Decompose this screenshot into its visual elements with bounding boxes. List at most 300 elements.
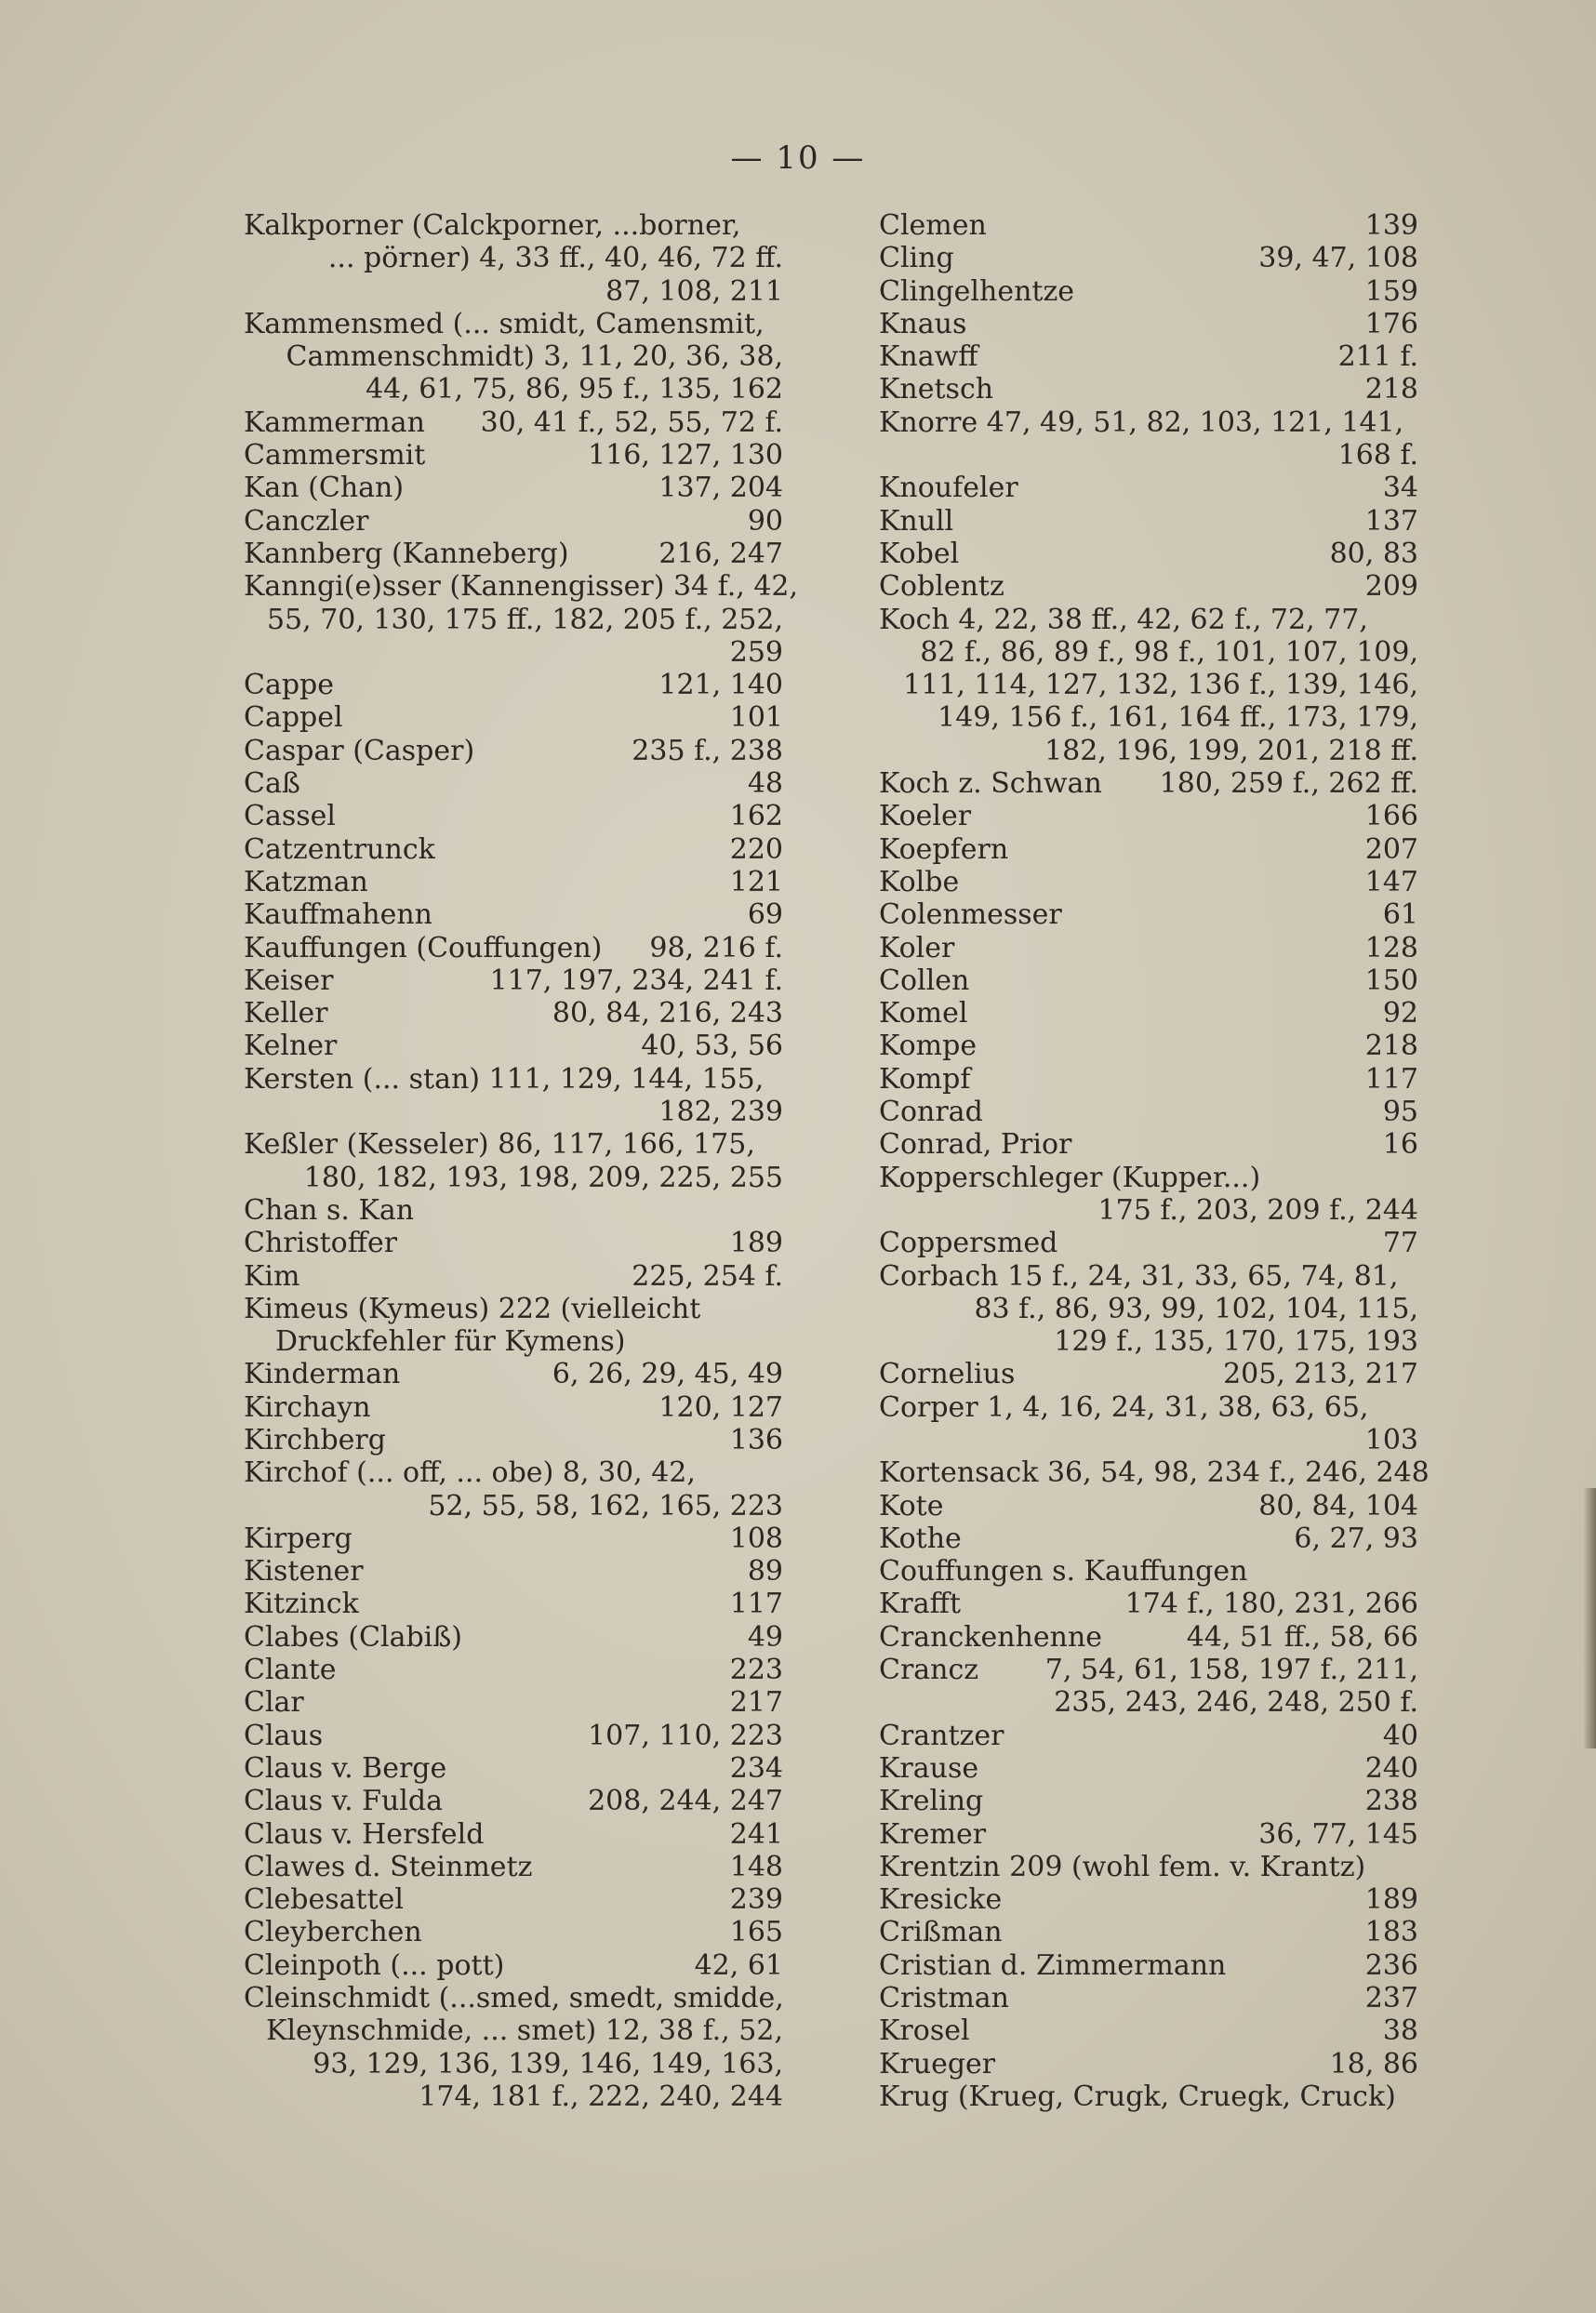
index-term: Claus v. Hersfeld (244, 1817, 485, 1851)
index-page-refs: 98, 216 f. (649, 931, 783, 964)
index-page-refs: 80, 84, 104 (1258, 1489, 1418, 1522)
index-page-refs: 38 (1382, 2014, 1418, 2048)
index-entry-line (879, 1456, 1430, 1490)
index-entry-line (879, 1391, 1418, 1424)
index-term: Krueger (879, 2047, 996, 2080)
index-term: Kresicke (879, 1883, 1003, 1917)
index-page-refs: 7, 54, 61, 158, 197 f., 211, (1044, 1654, 1418, 1687)
index-entry (879, 1785, 1418, 1817)
index-entry (244, 833, 783, 866)
index-term: Kistener (244, 1555, 364, 1589)
index-entry-line (244, 701, 783, 734)
page-number: — 10 — (730, 140, 866, 177)
index-term: Conrad, Prior (879, 1128, 1072, 1162)
index-entry-line (244, 866, 783, 898)
index-entry-continuation (244, 1162, 783, 1194)
index-entry-line (879, 406, 1418, 439)
index-entry (879, 833, 1418, 866)
index-page-refs: 6, 26, 29, 45, 49 (552, 1358, 783, 1391)
index-entry-line (879, 1851, 1418, 1883)
index-entry (244, 669, 783, 701)
index-term: Knoufeler (879, 472, 1018, 505)
index-term: Kompe (879, 1030, 978, 1063)
index-term: Clawes d. Steinmetz (244, 1850, 533, 1883)
index-entry-line (879, 1030, 1418, 1062)
index-entry (244, 1522, 783, 1555)
index-page-refs: 77 (1382, 1227, 1418, 1260)
index-entry (879, 1720, 1418, 1752)
index-entry-line (879, 866, 1418, 898)
index-entry-line (879, 1128, 1418, 1161)
index-entry (879, 1456, 1430, 1490)
index-term: Keller (244, 997, 328, 1030)
index-entry-line (879, 275, 1418, 308)
index-entry (879, 1522, 1418, 1555)
index-term: Claus (244, 1719, 324, 1752)
index-entry (244, 1424, 783, 1456)
index-entry-continuation (879, 439, 1418, 472)
index-term: Kortensack 36, 54, 98, 234 f., 246, 248 (879, 1456, 1430, 1490)
index-term: Kimeus (Kymeus) 222 (vielleicht (244, 1292, 701, 1325)
index-term: Cappe (244, 669, 335, 702)
index-entry (879, 604, 1418, 767)
index-entry (879, 1490, 1418, 1522)
index-entry (879, 340, 1418, 373)
index-page-refs: 189 (729, 1227, 783, 1260)
index-term: Krug (Krueg, Crugk, Cruegk, Cruck) (879, 2080, 1396, 2113)
index-entry-line (244, 1030, 783, 1062)
index-page-refs: 208, 244, 247 (588, 1785, 783, 1818)
index-term: Komel (879, 997, 968, 1030)
index-entry-line (879, 1621, 1418, 1654)
index-page-refs: 235, 243, 246, 248, 250 f. (1054, 1686, 1418, 1720)
index-page-refs: 18, 86 (1329, 2047, 1418, 2080)
index-term: Kauffmahenn (244, 898, 432, 932)
index-page-refs: 149, 156 f., 161, 164 ff., 173, 179, (938, 701, 1418, 735)
index-page-refs: 36, 77, 145 (1258, 1817, 1418, 1851)
index-term: Kim (244, 1259, 300, 1293)
index-term: Kirchayn (244, 1390, 371, 1424)
index-entry (879, 1654, 1418, 1720)
index-entry-line (244, 1293, 783, 1325)
index-page-refs: 40, 53, 56 (641, 1030, 783, 1063)
index-page-refs: 44, 61, 75, 86, 95 f., 135, 162 (366, 373, 783, 406)
index-term: Kersten (... stan) 111, 129, 144, 155, (244, 1062, 765, 1096)
index-entry-line (879, 505, 1418, 538)
index-entry (879, 538, 1418, 570)
index-entry-line (244, 1260, 783, 1293)
index-entry (879, 1096, 1418, 1128)
index-entry-line (879, 209, 1418, 242)
index-entry-line (244, 1588, 783, 1620)
index-page-refs: 182, 196, 199, 201, 218 ff. (1044, 734, 1418, 767)
index-entry-line (879, 570, 1418, 603)
index-page-refs: 205, 213, 217 (1223, 1358, 1418, 1391)
index-page-refs: 16 (1382, 1128, 1418, 1162)
index-entry-line (879, 242, 1418, 274)
index-entry (244, 209, 783, 308)
index-entry-line (879, 997, 1418, 1030)
index-entry-line (879, 1063, 1418, 1096)
index-entry-continuation (879, 636, 1418, 669)
index-term: Kalkporner (Calckporner, ...borner, (244, 209, 741, 242)
index-entry-line (879, 932, 1418, 964)
index-page-refs: 162 (729, 800, 783, 833)
index-entry (879, 275, 1418, 308)
index-entry-line (879, 1555, 1418, 1588)
index-entry (244, 1456, 783, 1522)
index-term: Clingelhentze (879, 274, 1075, 308)
index-term: Clar (244, 1686, 304, 1720)
index-term: Cassel (244, 800, 336, 833)
index-term: Kannberg (Kanneberg) (244, 537, 569, 570)
index-entry (879, 1260, 1418, 1359)
index-term: Keiser (244, 964, 334, 997)
index-page-refs: 183 (1364, 1916, 1418, 1949)
index-entry (244, 1194, 783, 1227)
index-entry-line (244, 1785, 783, 1817)
index-page-refs: 207 (1364, 832, 1418, 866)
index-entry-continuation (244, 1490, 783, 1522)
index-entry (879, 570, 1418, 603)
index-entry-line (244, 505, 783, 538)
index-entry-line (879, 1260, 1418, 1293)
index-term: Kelner (244, 1030, 338, 1063)
index-page-refs: 240 (1364, 1751, 1418, 1785)
index-term: Druckfehler für Kymens) (275, 1325, 626, 1359)
index-page-refs: 220 (729, 832, 783, 866)
index-page-refs: 129 f., 135, 170, 175, 193 (1054, 1325, 1418, 1359)
index-page-refs: 168 f. (1337, 439, 1418, 472)
index-entry-line (244, 1128, 783, 1161)
index-entry (244, 570, 799, 669)
index-entry-continuation (879, 1424, 1418, 1456)
index-term: Katzman (244, 865, 368, 898)
index-term: Cleyberchen (244, 1916, 422, 1949)
index-entry-line (244, 472, 783, 504)
index-page-refs: 30, 41 f., 52, 55, 72 f. (480, 405, 783, 439)
index-entry-line (244, 1949, 783, 1982)
index-entry-continuation (879, 1686, 1418, 1719)
index-term: Koler (879, 931, 955, 964)
index-entry (879, 308, 1418, 340)
index-entry (244, 1785, 783, 1817)
index-term: Cristian d. Zimmermann (879, 1948, 1227, 1982)
index-term: Kammerman (244, 405, 425, 439)
index-entry (879, 1752, 1418, 1785)
index-entry (879, 209, 1418, 242)
index-page-refs: 218 (1364, 373, 1418, 406)
index-entry-line (879, 833, 1418, 866)
index-term: Cleinpoth (... pott) (244, 1948, 505, 1982)
index-entry (244, 1293, 783, 1359)
index-entry (244, 1621, 783, 1654)
index-term: Kirchof (... off, ... obe) 8, 30, 42, (244, 1456, 696, 1490)
index-page-refs: 61 (1382, 898, 1418, 932)
index-entry (879, 1982, 1418, 2014)
index-term: Corbach 15 f., 24, 31, 33, 65, 74, 81, (879, 1259, 1399, 1293)
index-entry-continuation (244, 275, 783, 308)
index-term: Kinderman (244, 1358, 401, 1391)
index-entry-line (244, 898, 783, 931)
index-page-refs: 101 (729, 701, 783, 735)
index-entry (879, 1818, 1418, 1851)
index-entry (244, 538, 783, 570)
index-page-refs: 165 (729, 1916, 783, 1949)
index-entry-line (879, 1654, 1418, 1686)
index-entry (879, 1128, 1418, 1161)
index-entry-line (244, 1883, 783, 1916)
index-entry (244, 800, 783, 832)
index-page-refs: 93, 129, 136, 139, 146, 149, 163, (313, 2047, 783, 2080)
index-entry-continuation (879, 1194, 1418, 1227)
index-page-refs: 52, 55, 58, 162, 165, 223 (428, 1489, 783, 1522)
index-term: Conrad (879, 1096, 983, 1129)
index-entry-continuation (244, 636, 783, 669)
index-page-refs: 49 (747, 1620, 783, 1654)
index-entry (244, 1588, 783, 1620)
index-entry-line (879, 308, 1418, 340)
index-page-refs: 108 (729, 1522, 783, 1555)
index-entry-line (879, 538, 1418, 570)
index-term: Clabes (Clabiß) (244, 1620, 463, 1654)
index-entry-line (244, 1621, 783, 1654)
index-entry-line (244, 1654, 783, 1686)
index-entry-line (244, 767, 783, 800)
index-term: Krause (879, 1751, 979, 1785)
index-entry (879, 2080, 1418, 2113)
index-entry (244, 1358, 783, 1390)
index-entry-line (879, 1096, 1418, 1128)
index-entry (879, 472, 1418, 504)
index-entry (879, 505, 1418, 538)
index-page-refs: 216, 247 (658, 537, 783, 570)
index-page-refs: 69 (747, 898, 783, 932)
index-entry (244, 1555, 783, 1588)
index-page-refs: 139 (1364, 209, 1418, 242)
index-entry (879, 1851, 1418, 1883)
index-entry (244, 701, 783, 734)
index-entry-line (244, 1720, 783, 1752)
index-page-refs: 42, 61 (694, 1948, 783, 1982)
index-term: Kirchberg (244, 1423, 386, 1456)
index-entry (879, 373, 1418, 405)
index-entry-line (244, 669, 783, 701)
index-entry-line (244, 1818, 783, 1851)
index-entry (244, 1818, 783, 1851)
index-term: Cammenschmidt) 3, 11, 20, 36, 38, (286, 340, 783, 374)
index-entry-line (244, 932, 783, 964)
index-entry (244, 767, 783, 800)
index-term: Canczler (244, 504, 369, 538)
index-entry (879, 1949, 1418, 1982)
index-entry-line (879, 1227, 1418, 1259)
index-entry (244, 1720, 783, 1752)
index-page-refs: 103 (1364, 1423, 1418, 1456)
index-entry (244, 1883, 783, 1916)
index-entry (879, 767, 1418, 800)
index-entry-line (879, 2080, 1418, 2113)
index-entry-line (244, 1555, 783, 1588)
index-entry-line (879, 964, 1418, 997)
index-term: Couffungen s. Kauffungen (879, 1555, 1248, 1589)
index-entry-continuation (244, 2080, 783, 2113)
index-entry-line (244, 439, 783, 472)
index-term: Knaus (879, 307, 967, 340)
index-page-refs: 159 (1364, 274, 1418, 308)
index-term: Cristman (879, 1982, 1009, 2015)
index-term: Kitzinck (244, 1588, 359, 1621)
index-entry-continuation (879, 735, 1418, 767)
index-entry (879, 1358, 1418, 1390)
index-term: Coblentz (879, 570, 1004, 604)
index-entry-continuation (244, 340, 783, 373)
index-term: Kan (Chan) (244, 472, 405, 505)
index-entry-line (879, 1982, 1418, 2014)
index-page-refs: 235 f., 238 (632, 734, 783, 767)
index-page-refs: 111, 114, 127, 132, 136 f., 139, 146, (903, 669, 1418, 702)
index-page-refs: 90 (747, 504, 783, 538)
index-page-refs: 211 f. (1337, 340, 1418, 374)
index-page-refs: 176 (1364, 307, 1418, 340)
index-page-refs: 34 (1382, 472, 1418, 505)
index-entry (244, 406, 783, 439)
index-entry (244, 472, 783, 504)
index-entry (244, 308, 783, 406)
index-entry (244, 1128, 783, 1194)
index-column-right (879, 209, 1430, 2113)
index-page-refs: 39, 47, 108 (1258, 242, 1418, 275)
index-entry (879, 1030, 1418, 1062)
index-entry-continuation (244, 373, 783, 405)
index-term: Christoffer (244, 1227, 398, 1260)
index-page-refs: 174 f., 180, 231, 266 (1124, 1588, 1418, 1621)
index-term: Cammersmit (244, 439, 426, 472)
index-entry (244, 932, 783, 964)
index-term: Kammensmed (... smidt, Camensmit, (244, 307, 765, 340)
index-entry (244, 1949, 783, 1982)
index-page-refs: 48 (747, 767, 783, 801)
index-page-refs: 238 (1364, 1785, 1418, 1818)
index-entry-continuation (879, 669, 1418, 701)
index-term: Knull (879, 504, 954, 538)
index-entry-continuation (879, 701, 1418, 734)
index-entry-line (879, 1358, 1418, 1390)
index-entry (244, 898, 783, 931)
index-page-refs: 209 (1364, 570, 1418, 604)
index-entry (879, 1391, 1418, 1457)
index-page-refs: 166 (1364, 800, 1418, 833)
index-page-refs: 80, 84, 216, 243 (552, 997, 783, 1030)
index-page-refs: 234 (729, 1751, 783, 1785)
index-page-refs: 239 (729, 1883, 783, 1917)
index-column-left (244, 209, 799, 2113)
index-entry (879, 2048, 1418, 2080)
index-term: Krosel (879, 2014, 970, 2048)
index-page-refs: 83 f., 86, 93, 99, 102, 104, 115, (974, 1292, 1418, 1325)
index-entry-line (879, 340, 1418, 373)
index-entry (879, 1227, 1418, 1259)
index-entry (244, 1654, 783, 1686)
index-term: Crancz (879, 1654, 979, 1687)
index-term: Knawff (879, 340, 978, 374)
index-entry-line (879, 472, 1418, 504)
index-entry (244, 439, 783, 472)
index-entry-line (879, 767, 1418, 800)
index-page-refs: 225, 254 f. (632, 1259, 783, 1293)
index-entry (879, 1883, 1418, 1916)
index-page-refs: 40 (1382, 1719, 1418, 1752)
index-term: Koeler (879, 800, 972, 833)
index-entry-line (879, 2048, 1418, 2080)
index-entry-line (879, 1522, 1418, 1555)
index-entry-continuation (244, 2014, 783, 2047)
index-page-refs: 137 (1364, 504, 1418, 538)
index-page-refs: 117 (1364, 1062, 1418, 1096)
index-entry-line (879, 1162, 1418, 1194)
index-entry (879, 1555, 1418, 1588)
index-entry (244, 1752, 783, 1785)
index-entry-line (879, 373, 1418, 405)
index-entry-line (244, 964, 783, 997)
index-term: Clemen (879, 209, 987, 242)
index-page-refs: 80, 83 (1329, 537, 1418, 570)
index-entry-line (244, 1227, 783, 1259)
index-term: Kote (879, 1489, 944, 1522)
index-term: ... pörner) 4, 33 ff., 40, 46, 72 ff. (327, 242, 783, 275)
index-page-refs: 180, 259 f., 262 ff. (1159, 767, 1418, 801)
index-page-refs: 218 (1364, 1030, 1418, 1063)
index-entry (879, 242, 1418, 274)
index-entry-line (879, 604, 1418, 636)
index-term: Colenmesser (879, 898, 1062, 932)
index-page-refs: 175 f., 203, 209 f., 244 (1097, 1193, 1418, 1227)
index-page-refs: 136 (729, 1423, 783, 1456)
index-term: Cleinschmidt (...smed, smedt, smidde, (244, 1982, 784, 2015)
index-term: Kothe (879, 1522, 962, 1555)
index-page-refs: 92 (1382, 997, 1418, 1030)
index-entry (244, 1260, 783, 1293)
index-page-refs: 107, 110, 223 (588, 1719, 783, 1752)
index-entry-continuation (244, 242, 783, 274)
index-page-refs: 241 (729, 1817, 783, 1851)
index-term: Kopperschleger (Kupper...) (879, 1161, 1261, 1194)
index-entry (244, 1916, 783, 1948)
index-entry (879, 964, 1418, 997)
index-page-refs: 148 (729, 1850, 783, 1883)
index-page-refs: 217 (729, 1686, 783, 1720)
index-entry (244, 1063, 783, 1129)
index-term: Kolbe (879, 865, 960, 898)
index-term: Crantzer (879, 1719, 1004, 1752)
index-entry-continuation (244, 1096, 783, 1128)
index-page-refs: 182, 239 (658, 1096, 783, 1129)
index-entry (879, 997, 1418, 1030)
index-entry-line (879, 1785, 1418, 1817)
index-page-refs: 117 (729, 1588, 783, 1621)
index-entry-line (879, 2014, 1418, 2047)
index-entry (879, 1588, 1418, 1620)
index-entry-line (244, 833, 783, 866)
index-page-refs: 6, 27, 93 (1294, 1522, 1418, 1555)
index-page-refs: 95 (1382, 1096, 1418, 1129)
index-entry (244, 1851, 783, 1883)
index-term: Koch 4, 22, 38 ff., 42, 62 f., 72, 77, (879, 603, 1368, 636)
index-entry-line (879, 1588, 1418, 1620)
index-entry-line (244, 1851, 783, 1883)
index-entry-line (879, 1720, 1418, 1752)
index-term: Knorre 47, 49, 51, 82, 103, 121, 141, (879, 405, 1404, 439)
